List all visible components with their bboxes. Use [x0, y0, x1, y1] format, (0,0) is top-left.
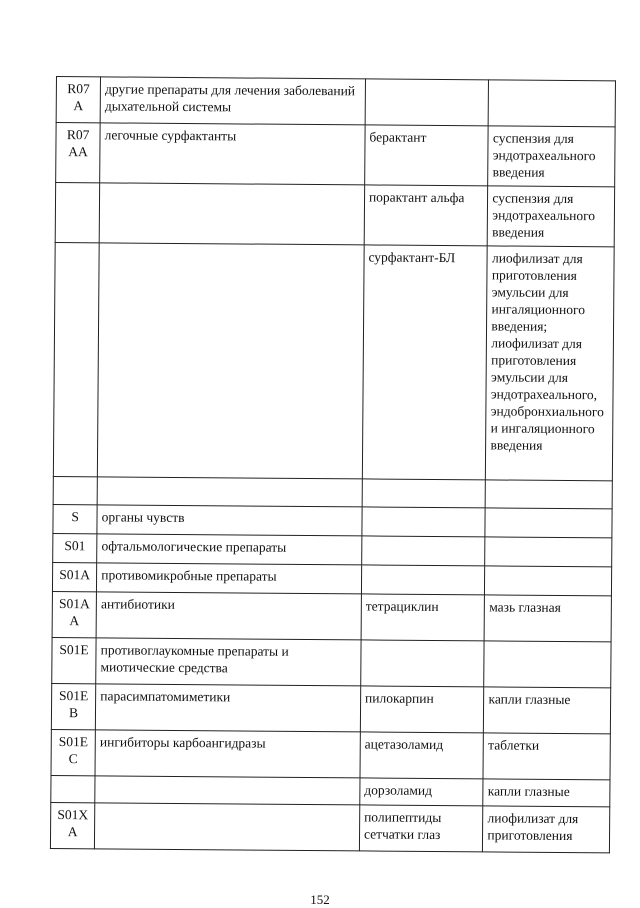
drug-cell: [362, 507, 486, 537]
name-cell: ингибиторы карбоангидразы: [95, 730, 360, 778]
table-row: [56, 123, 615, 187]
name-cell: [95, 776, 360, 805]
drug-cell: тетрациклин: [361, 594, 485, 641]
drug-cell: [362, 479, 486, 508]
form-cell: лиофилизат для приготовления эмульсии для ингаляционного введения; лиофилизат для приготовления эмульсии для эндотрахеального, эндобронхиального и ингаляционного введения: [486, 246, 614, 481]
name-cell: легочные сурфактанты: [100, 123, 365, 185]
name-cell: другие препараты для лечения заболеваний дыхательной системы: [100, 77, 365, 125]
drug-cell: сурфактант-БЛ: [362, 245, 487, 480]
form-cell: [484, 641, 611, 688]
drug-cell: [365, 79, 489, 126]
form-cell: капли глазные: [483, 779, 610, 807]
code-cell: S01: [53, 533, 97, 562]
form-cell: [485, 566, 612, 596]
drug-cell: [361, 640, 485, 687]
form-cell: суспензия для эндотрахеального введения: [488, 126, 615, 187]
table-row: [56, 77, 615, 127]
form-cell: таблетки: [483, 733, 610, 780]
name-cell: офтальмологические препараты: [97, 534, 362, 565]
code-cell: S01E: [52, 637, 97, 683]
table-row: [52, 637, 611, 687]
name-cell: [97, 477, 362, 507]
table-row: [51, 683, 610, 733]
drug-cell: дорзоламид: [360, 778, 484, 806]
name-cell: антибиотики: [96, 592, 361, 640]
drug-cell: [361, 565, 485, 595]
name-cell: парасимпатомиметики: [96, 684, 361, 732]
drug-cell: полипептиды сетчатки глаз: [359, 805, 483, 852]
drug-cell: [362, 536, 486, 566]
name-cell: противоглаукомные препараты и миотические средства: [96, 638, 361, 686]
table-row: [53, 242, 614, 480]
code-cell: [51, 775, 95, 802]
code-cell: S01X A: [50, 802, 95, 848]
page-number: 152: [310, 892, 330, 907]
form-cell: лиофилизат для приготовления: [483, 806, 610, 853]
table-row: [52, 562, 611, 595]
table-body: [50, 77, 615, 853]
form-cell: [485, 537, 612, 567]
code-cell: R07 A: [56, 77, 101, 123]
medicines-table: [50, 76, 616, 853]
table-row: [55, 183, 614, 247]
form-cell: [489, 80, 616, 127]
drug-cell: порактант альфа: [364, 185, 488, 246]
drug-cell: берактант: [365, 125, 489, 186]
form-cell: мазь глазная: [484, 595, 611, 642]
name-cell: [98, 243, 365, 479]
code-cell: S01E C: [51, 729, 96, 775]
code-cell: [53, 242, 99, 476]
code-cell: [53, 476, 97, 504]
name-cell: органы чувств: [97, 505, 362, 536]
table-row: [52, 591, 611, 641]
drug-cell: ацетазоламид: [360, 732, 484, 779]
code-cell: S01E B: [51, 683, 96, 729]
name-cell: противомикробные препараты: [97, 563, 362, 594]
drug-cell: пилокарпин: [360, 686, 484, 733]
form-cell: [485, 508, 612, 538]
code-cell: R07 AA: [56, 123, 101, 183]
table-row: [50, 802, 609, 852]
form-cell: суспензия для эндотрахеального введения: [488, 186, 615, 247]
table-row: [51, 729, 610, 779]
form-cell: капли глазные: [484, 687, 611, 734]
name-cell: [99, 183, 364, 245]
code-cell: S: [53, 504, 97, 533]
table-row: [53, 476, 612, 508]
name-cell: [95, 803, 360, 851]
form-cell: [486, 480, 613, 509]
table-row: [53, 504, 612, 537]
code-cell: S01A: [52, 562, 96, 591]
code-cell: S01A A: [52, 591, 97, 637]
table-row: [53, 533, 612, 566]
code-cell: [55, 183, 100, 243]
